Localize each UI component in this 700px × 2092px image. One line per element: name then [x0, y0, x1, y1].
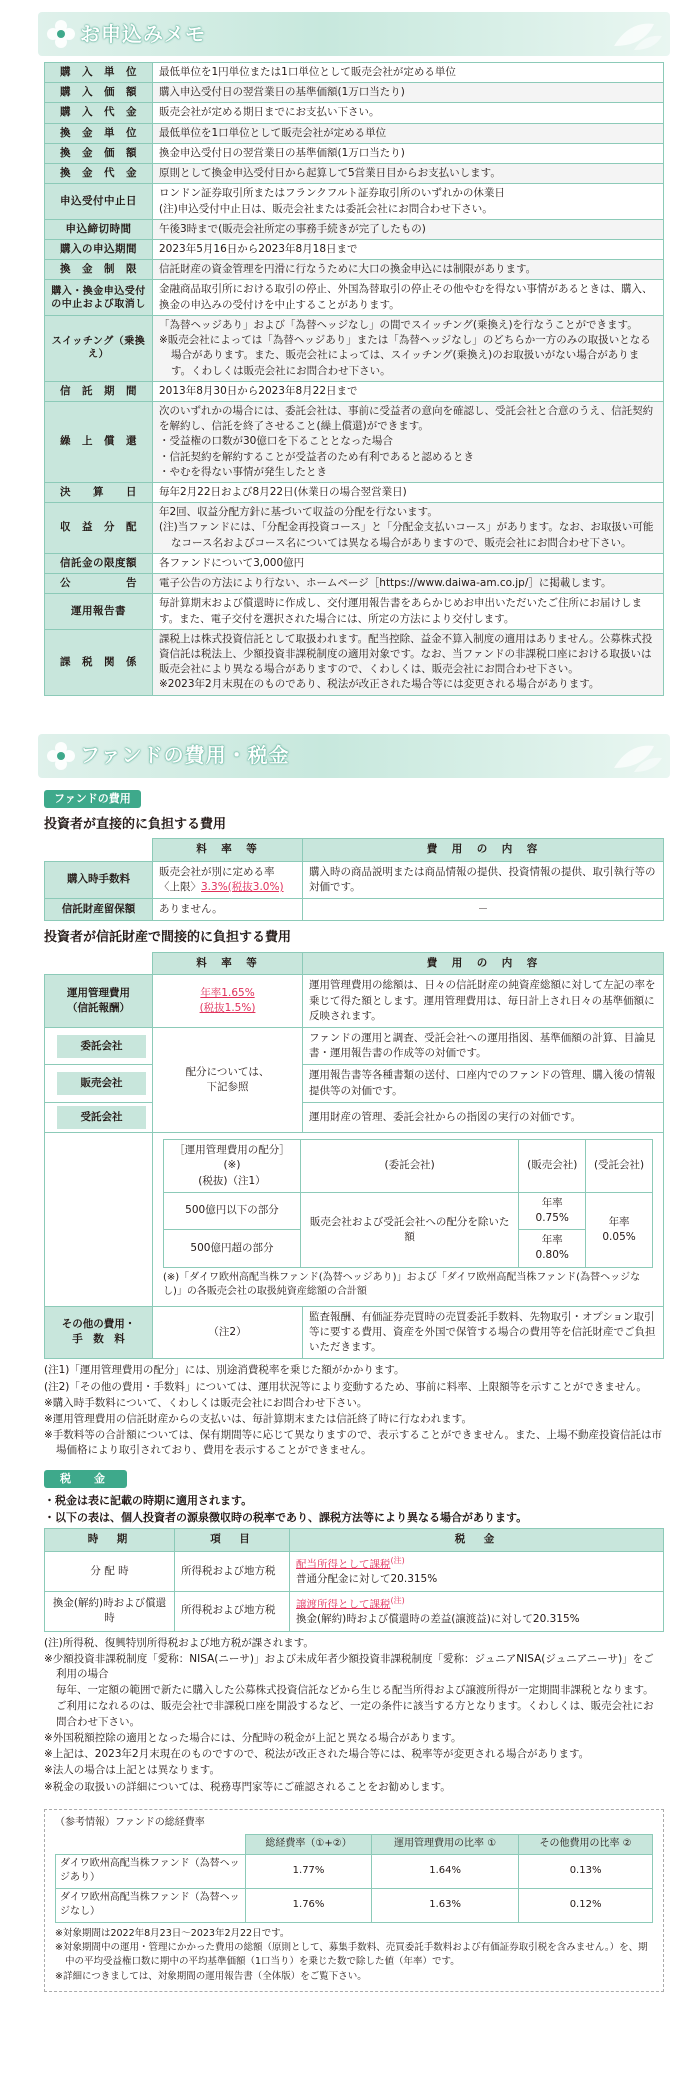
tax-row-redemption-tax: 譲渡所得として課税$^{(注)}$ 換金(解約)時および償還時の差益(譲渡益)に対して20.315%	[290, 1591, 664, 1631]
memo-row-label: 信託金の限度額	[45, 553, 153, 573]
memo-row-value: 換金申込受付日の翌営業日の基準価額(1万口当たり)	[153, 143, 664, 163]
distributor-label: 販売会社	[57, 1072, 146, 1095]
memo-row	[45, 83, 664, 103]
memo-row-value: 「為替ヘッジあり」および「為替ヘッジなし」の間でスイッチング(乗換え)を行なうことができます。 ※販売会社によっては「為替ヘッジあり」または「為替ヘッジなし」のどちらか一方のみの取扱いとなる場合があります。また、販売会社によっては、スイッチング(乗換え)のお取扱いがない場合があります。くわしくは販売会社にお問合わせ下さい。	[153, 315, 664, 381]
allocation-breakdown	[153, 1133, 664, 1307]
memo-row	[45, 483, 664, 503]
tax-bullet: ・以下の表は、個人投資者の源泉徴収時の税率であり、課税方法等により異なる場合があります。	[44, 1510, 528, 1524]
memo-row-label: 信 託 期 間	[45, 381, 153, 401]
tax-bullet: ・税金は表に記載の時期に適用されます。	[44, 1493, 253, 1507]
retention-label: 信託財産留保額	[45, 899, 153, 921]
mgmt-fee-desc: 運用管理費用の総額は、日々の信託財産の純資産総額に対して左記の率を乗じて得た額とします。運用管理費用は、毎日計上され日々の基準価額に反映されます。	[303, 975, 664, 1028]
leaf-decoration-icon	[604, 16, 664, 52]
expense-ratio-note: ※詳細につきましては、対象期間の運用報告書（全体版）をご覧下さい。	[55, 1971, 367, 1983]
fees-header	[38, 734, 670, 778]
memo-row-value: 各ファンドについて3,000億円	[153, 553, 664, 573]
tax-bullets	[44, 1493, 664, 1526]
tax-note: ※少額投資非課税制度「愛称：NISA(ニーサ)」および未成年者少額投資非課税制度「愛称：ジュニアNISA(ジュニアニーサ)」をご利用の場合	[44, 1652, 654, 1680]
tax-note: ※外国税額控除の適用となった場合には、分配時の税金が上記と異なる場合があります。	[44, 1731, 462, 1744]
memo-row	[45, 260, 664, 280]
memo-row-value: 販売会社が定める期日までにお支払い下さい。	[153, 103, 664, 123]
leaf-decoration-icon	[604, 738, 664, 774]
col-rate: 料 率 等	[153, 839, 303, 861]
purchase-fee-desc: 購入時の商品説明または商品情報の提供、投資情報の提供、取引執行等の対価です。	[303, 861, 664, 898]
memo-row-value: 2013年8月30日から2023年8月22日まで	[153, 381, 664, 401]
blank-cell	[45, 839, 153, 861]
direct-fees-heading: 投資者が直接的に負担する費用	[44, 816, 227, 832]
memo-row-label: 申込受付中止日	[45, 184, 153, 219]
expense-ratio-note: ※対象期間中の運用・管理にかかった費用の総額（原則として、募集手数料、売買委託手数料および有価証券取引税を含みません。）を、期中の平均受益権口数に期中の平均基準価額（1口当り）を乗じた数で除した値（年率）です。	[55, 1942, 648, 1968]
indirect-fees-heading: 投資者が信託財産で間接的に負担する費用	[44, 930, 292, 946]
tax-row-distribution-time: 分 配 時	[45, 1551, 175, 1591]
flower-icon	[44, 17, 78, 51]
memo-row	[45, 594, 664, 629]
memo-row-label: 繰 上 償 還	[45, 401, 153, 482]
tax-table: 時 期 項 目 税 金 分 配 時 所得税および地方税 配当所得として課税$^{(注)}$ 普通分配金に対して20.315% 換金(解約)時および償還時 所得税および地方税 譲渡所得として課税$^{(注)}$ 換金(解約)時および償還時の差益(譲渡益)に対して20.315%	[44, 1528, 664, 1631]
memo-row	[45, 63, 664, 83]
memo-row	[45, 574, 664, 594]
trustee-label: 受託会社	[57, 1106, 146, 1129]
expense-ratio-row: ダイワ欧州高配当株ファンド（為替ヘッジなし） 1.76% 1.63% 0.12%	[56, 1888, 653, 1922]
memo-row-label: 購 入 単 位	[45, 63, 153, 83]
tax-row-distribution-item: 所得税および地方税	[175, 1551, 290, 1591]
tax-row-redemption-item: 所得税および地方税	[175, 1591, 290, 1631]
memo-row-value: 年2回、収益分配方針に基づいて収益の分配を行ないます。 (注)当ファンドには、「分配金再投資コース」と「分配金支払いコース」があります。なお、お取扱い可能なコース名およびコース名については異なる場合がありますので、販売会社にお問合わせ下さい。	[153, 503, 664, 554]
memo-header	[38, 12, 670, 56]
memo-row-value: 毎計算期末および償還時に作成し、交付運用報告書をあらかじめお申出いただいたご住所にお届けします。また、電子交付を選択された場合には、所定の方法により交付します。	[153, 594, 664, 629]
expense-ratio-box	[44, 1809, 664, 1992]
memo-row	[45, 553, 664, 573]
memo-row	[45, 503, 664, 554]
memo-row	[45, 315, 664, 381]
direct-fees-table	[44, 838, 664, 921]
memo-row-label: 公 告	[45, 574, 153, 594]
memo-row-value: 最低単位を1口単位として販売会社が定める単位	[153, 123, 664, 143]
memo-row-value: 課税上は株式投資信託として取扱われます。配当控除、益金不算入制度の適用はありません。公募株式投資信託は税法上、少額投資非課税制度の適用対象です。なお、当ファンドの非課税口座における取扱いは販売会社により異なる場合がありますので、くわしくは、販売会社にお問合わせ下さい。 ※2023年2月末現在のものであり、税法が改正された場合等には変更される場合があります。	[153, 629, 664, 695]
memo-row-label: スイッチング（乗換え）	[45, 315, 153, 381]
distributor-desc: 運用報告書等各種書類の送付、口座内でのファンドの管理、購入後の情報提供等の対価です。	[303, 1065, 664, 1102]
memo-row-value: 金融商品取引所における取引の停止、外国為替取引の停止その他やむを得ない事情があるときは、購入、換金の申込みの受付けを中止することがあります。	[153, 280, 664, 315]
memo-row-label: 決 算 日	[45, 483, 153, 503]
col-content: 費 用 の 内 容	[303, 839, 664, 861]
other-fees-rate: （注2）	[153, 1306, 303, 1359]
other-fees-label: その他の費用・ 手 数 料	[45, 1306, 153, 1359]
tax-notes	[44, 1636, 664, 1795]
memo-table	[44, 62, 664, 696]
memo-row-value: 毎年2月22日および8月22日(休業日の場合翌営業日)	[153, 483, 664, 503]
memo-row	[45, 219, 664, 239]
mgmt-fee-rate: 年率1.65% (税抜1.5%)	[153, 975, 303, 1028]
purchase-fee-rate: 販売会社が別に定める率 〈上限〉3.3%(税抜3.0%)	[153, 861, 303, 898]
memo-row-label: 購 入 代 金	[45, 103, 153, 123]
expense-ratio-notes	[55, 1927, 653, 1984]
memo-row	[45, 280, 664, 315]
allocation-note: (※)「ダイワ欧州高配当株ファンド(為替ヘッジあり)」および「ダイワ欧州高配当株ファンド(為替ヘッジなし)」の各販売会社の取扱純資産総額の合計額	[163, 1271, 641, 1298]
tax-label: 税 金	[44, 1470, 127, 1488]
retention-desc: －	[303, 899, 664, 921]
tax-note: (注)所得税、復興特別所得税および地方税が課されます。	[44, 1636, 314, 1649]
memo-row-value: 電子公告の方法により行ない、ホームページ［https://www.daiwa-am.co.jp/］に掲載します。	[153, 574, 664, 594]
expense-ratio-table: 総経費率（①+②） 運用管理費用の比率 ① その他費用の比率 ② ダイワ欧州高配当株ファンド（為替ヘッジあり） 1.77% 1.64% 0.13% ダイワ欧州高配当株ファンド（為替ヘッジなし） 1.76% 1.63% 0.12%	[55, 1834, 653, 1923]
memo-row-label: 換 金 代 金	[45, 164, 153, 184]
memo-row-value: 最低単位を1円単位または1口単位として販売会社が定める単位	[153, 63, 664, 83]
retention-rate: ありません。	[153, 899, 303, 921]
fund-fees-label: ファンドの費用	[44, 790, 141, 808]
memo-row-value: 2023年5月16日から2023年8月18日まで	[153, 239, 664, 259]
memo-title: お申込みメモ	[80, 21, 206, 46]
fee-note: (注2)「その他の費用・手数料」については、運用状況等により変動するため、事前に料率、上限額等を示すことができません。	[44, 1380, 647, 1393]
expense-ratio-title: （参考情報）ファンドの総経費率	[55, 1816, 205, 1828]
tax-row-distribution-tax: 配当所得として課税$^{(注)}$ 普通分配金に対して20.315%	[290, 1551, 664, 1591]
trustee-desc: 運用財産の管理、委託会社からの指図の実行の対価です。	[303, 1102, 664, 1132]
tax-note: ※税金の取扱いの詳細については、税務専門家等にご確認されることをお勧めします。	[44, 1780, 451, 1793]
purchase-fee-label: 購入時手数料	[45, 861, 153, 898]
memo-row-label: 購入・換金申込受付の中止および取消し	[45, 280, 153, 315]
fee-note: (注1)「運用管理費用の配分」には、別途消費税率を乗じた額がかかります。	[44, 1364, 405, 1377]
memo-row	[45, 239, 664, 259]
memo-row	[45, 103, 664, 123]
memo-row-value: 購入申込受付日の翌営業日の基準価額(1万口当たり)	[153, 83, 664, 103]
memo-row-label: 申込締切時間	[45, 219, 153, 239]
memo-row-value: 信託財産の資金管理を円滑に行なうために大口の換金申込には制限があります。	[153, 260, 664, 280]
fee-note: ※手数料等の合計額については、保有期間等に応じて異なりますので、表示することができません。また、上場不動産投資信託は市場価格により取引されており、費用を表示することができません。	[44, 1429, 663, 1457]
other-fees-desc: 監査報酬、有価証券売買時の売買委託手数料、先物取引・オプション取引等に要する費用、資産を外国で保管する場合の費用等を信託財産でご負担いただきます。	[303, 1306, 664, 1359]
memo-row	[45, 401, 664, 482]
memo-row-value: 午後3時まで(販売会社所定の事務手続きが完了したもの)	[153, 219, 664, 239]
memo-row-label: 課 税 関 係	[45, 629, 153, 695]
tax-note: 毎年、一定額の範囲で新たに購入した公募株式投資信託などから生じる配当所得および譲渡所得が一定期間非課税となります。	[56, 1684, 654, 1697]
expense-ratio-note: ※対象期間は2022年8月23日～2023年2月22日です。	[55, 1927, 290, 1939]
allocation-table: ［運用管理費用の配分］(※) (税抜)（注1） (委託会社) (販売会社) (受託会社) 500億円以下の部分 販売会社および受託会社への配分を除いた額 年率0.75% 年率0.05% 500億円超の部分 年率0.80%	[163, 1139, 653, 1268]
fee-note: ※運用管理費用の信託財産からの支払いは、毎計算期末または信託終了時に行なわれます。	[44, 1412, 472, 1425]
tax-row-redemption-time: 換金(解約)時および償還時	[45, 1591, 175, 1631]
memo-row	[45, 184, 664, 219]
memo-row-label: 換 金 価 額	[45, 143, 153, 163]
fee-note: ※購入時手数料について、くわしくは販売会社にお問合わせ下さい。	[44, 1396, 368, 1409]
tax-note: ※法人の場合は上記とは異なります。	[44, 1764, 220, 1777]
memo-row-label: 収 益 分 配	[45, 503, 153, 554]
tax-note: ご利用になれるのは、販売会社で非課税口座を開設するなど、一定の条件に該当する方となります。くわしくは、販売会社にお問合わせ下さい。	[56, 1700, 654, 1728]
memo-row-value: 次のいずれかの場合には、委託会社は、事前に受益者の意向を確認し、受託会社と合意のうえ、信託契約を解約し、信託を終了させること(繰上償還)ができます。 ・受益権の口数が30億口を下ることとなった場合 ・信託契約を解約することが受益者のため有利であると認めるとき ・やむを得ない事情が発生したとき	[153, 401, 664, 482]
expense-ratio-row: ダイワ欧州高配当株ファンド（為替ヘッジあり） 1.77% 1.64% 0.13%	[56, 1854, 653, 1888]
fee-notes	[44, 1363, 664, 1458]
flower-icon	[44, 739, 78, 773]
indirect-fees-table: 料 率 等 費 用 の 内 容 運用管理費用 （信託報酬） 年率1.65% (税抜1.5%) 運用管理費用の総額は、日々の信託財産の純資産総額に対して左記の率を乗じて得た額とします。運用管理費用は、毎日計上され日々の基準価額に反映されます。 委託会社 配分については、 下記参照 ファンドの運用と調査、受託会社への運用指図、基準価額の計算、目論見書・運用報告書の作成等の対価です。 販売会社 運用報告書等各種書類の送付、口座内でのファンドの管理、購入後の情報提供等の対価です。 受託会社 運用財産の管理、委託会社からの指図の実行の対価です。 ［運用管理費用の配分］(※) (税抜)（注1） (委託会社) (販売会社) (受託会社) 500億円以下の部分 販売会社および受託会社への配分を除いた額 年率0.75% 年率0.05% 500億円超の部分 年率0.80% (※)「ダイワ欧州高配当株ファンド(為替ヘッジあり)」および「ダイワ欧州高配当株ファンド(為替ヘッジなし)」の各販売会社の取扱純資産総額の合計額 その他の費用・ 手 数 料 （注2） 監査報酬、有価証券売買時の売買委託手数料、先物取引・オプション取引等に要する費用、資産を外国で保管する場合の費用等を信託財産でご負担いただきます。	[44, 952, 664, 1359]
alloc-note: 配分については、 下記参照	[153, 1028, 303, 1133]
memo-row-label: 購 入 価 額	[45, 83, 153, 103]
consignor-label: 委託会社	[57, 1035, 146, 1058]
fees-title: ファンドの費用・税金	[80, 743, 290, 768]
memo-row-label: 運用報告書	[45, 594, 153, 629]
mgmt-fee-label: 運用管理費用 （信託報酬）	[45, 975, 153, 1028]
memo-row-label: 換 金 制 限	[45, 260, 153, 280]
memo-row-label: 換 金 単 位	[45, 123, 153, 143]
memo-row-value: ロンドン証券取引所またはフランクフルト証券取引所のいずれかの休業日 (注)申込受付中止日は、販売会社または委託会社にお問合わせ下さい。	[153, 184, 664, 219]
memo-row	[45, 164, 664, 184]
memo-row	[45, 123, 664, 143]
memo-row	[45, 143, 664, 163]
tax-note: ※上記は、2023年2月末現在のものですので、税法が改正された場合等には、税率等が変更される場合があります。	[44, 1748, 590, 1761]
consignor-desc: ファンドの運用と調査、受託会社への運用指図、基準価額の計算、目論見書・運用報告書の作成等の対価です。	[303, 1028, 664, 1065]
memo-row	[45, 629, 664, 695]
memo-row-value: 原則として換金申込受付日から起算して5営業日目からお支払いします。	[153, 164, 664, 184]
memo-row	[45, 381, 664, 401]
memo-row-label: 購入の申込期間	[45, 239, 153, 259]
